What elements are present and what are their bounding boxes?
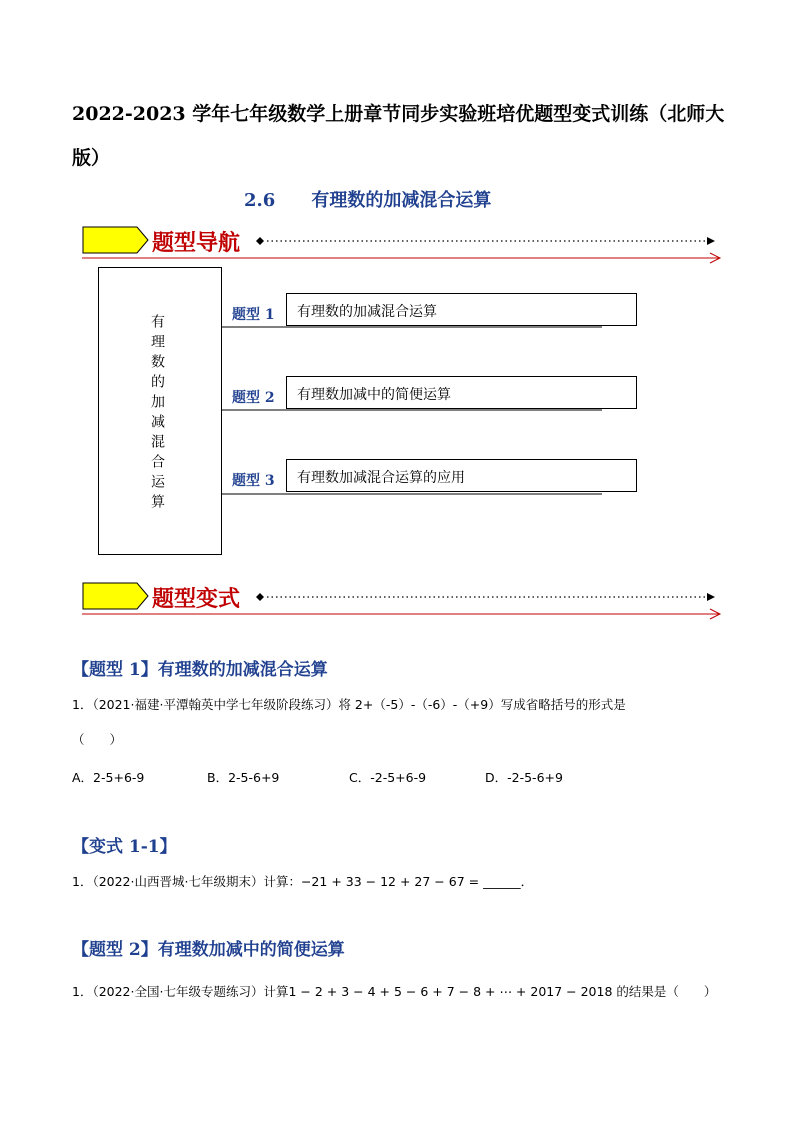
nav-item-text-2: 有理数加减中的简便运算: [297, 387, 451, 403]
option-d[interactable]: D．-2-5-6+9: [485, 770, 563, 785]
section1-heading: 【题型 1】有理数的加减混合运算: [72, 660, 328, 680]
left-topic-text: 有理数的加减混合运算: [149, 314, 165, 514]
nav-label-1: 题型 1: [232, 307, 275, 323]
option-b[interactable]: B．2-5-6+9: [207, 770, 280, 785]
section1-question-line1: 1．（2021·福建·平潭翰英中学七年级阶段练习）将 2+（-5）-（-6）-（+9）写成省略括号的形式是: [72, 697, 626, 712]
banner-arrow-shape: [83, 583, 148, 609]
banner-diamond: [256, 237, 264, 245]
variant11-question: 1．（2022·山西晋城·七年级期末）计算：−21 + 33 − 12 + 27 − 67 = ______．: [72, 874, 534, 889]
nav-item-text-1: 有理数的加减混合运算: [297, 304, 437, 320]
banner-arrow-shape: [83, 227, 148, 253]
option-c[interactable]: C．-2-5+6-9: [349, 770, 427, 785]
document-title: 2022-2023 学年七年级数学上册章节同步实验班培优题型变式训练（北师大版）: [72, 103, 725, 169]
banner-diamond: [256, 593, 264, 601]
section-subtitle: 2.6 有理数的加减混合运算: [244, 190, 492, 211]
nav-label-3: 题型 3: [232, 473, 275, 489]
option-a[interactable]: A．2-5+6-9: [72, 770, 145, 785]
section2-question: 1．（2022·全国·七年级专题练习）计算1 − 2 + 3 − 4 + 5 − 6 + 7 − 8 + ⋯ + 2017 − 2018 的结果是（ ）: [72, 984, 717, 999]
nav-item-box-1[interactable]: [286, 293, 637, 326]
section1-question-line2: （ ）: [72, 732, 123, 747]
nav-label-2: 题型 2: [232, 390, 275, 406]
nav-banner-title: 题型导航: [152, 230, 241, 256]
nav-item-box-3[interactable]: [286, 459, 637, 492]
variant-banner: [82, 578, 722, 624]
nav-item-text-3: 有理数加减混合运算的应用: [297, 470, 465, 486]
variant11-heading: 【变式 1-1】: [72, 837, 177, 857]
section2-heading: 【题型 2】有理数加减中的简便运算: [72, 940, 345, 960]
nav-item-box-2[interactable]: [286, 376, 637, 409]
banner-arrowhead: [707, 593, 715, 601]
variant-banner-title: 题型变式: [152, 586, 241, 612]
banner-arrowhead: [707, 237, 715, 245]
left-topic-box: [98, 267, 222, 555]
nav-banner: [82, 222, 722, 268]
